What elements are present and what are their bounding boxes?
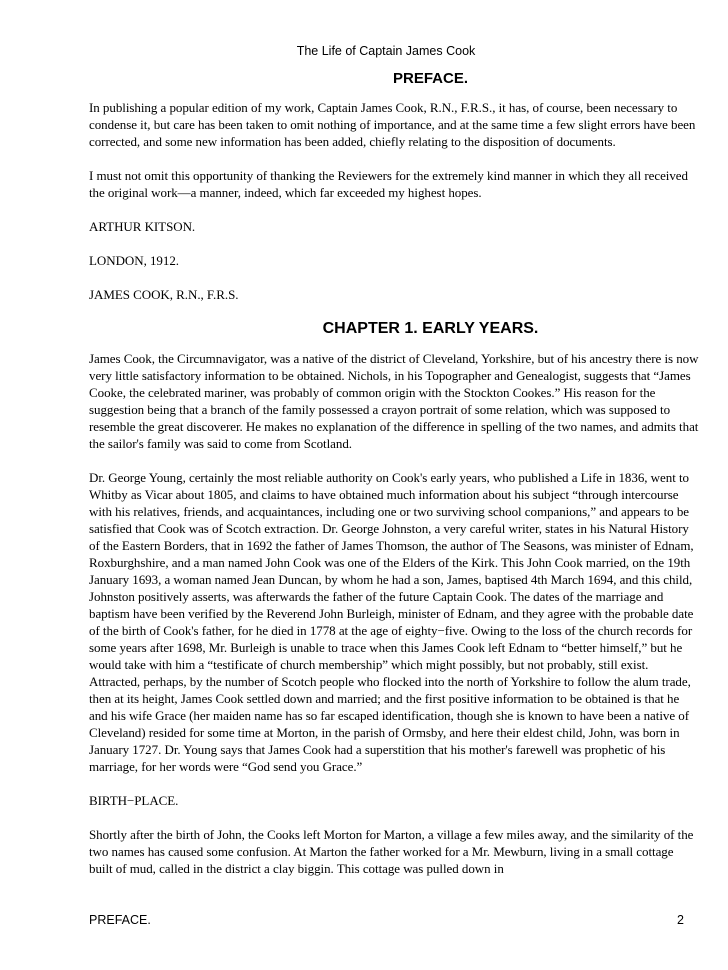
preface-paragraph: I must not omit this opportunity of thanking the Reviewers for the extremely kind manner in which they all received the original work—a manner, indeed, which far exceeded my highest hopes. xyxy=(89,168,688,200)
page-body xyxy=(89,70,699,894)
chapter-paragraph: Dr. George Young, certainly the most reliable authority on Cook's early years, who published a Life in 1836, went to Whitby as Vicar about 1805, and claims to have obtained much information about his subject “through intercourse with his relatives, friends, and acquaintances, including one or two surviving school companions,” and appears to be satisfied that Cook was of Scotch extraction. Dr. George Johnston, a very careful writer, states in his Natural History of the Eastern Borders, that in 1692 the father of James Thomson, the author of The Seasons, was minister of Ednam, Roxburghshire, and a man named John Cook was one of the Elders of the Kirk. This John Cook married, on the 19th January 1693, a woman named Jean Duncan, by whom he had a son, James, baptised 4th March 1694, and this child, Johnston positively asserts, was afterwards the father of the future Captain Cook. The dates of the marriage and baptism have been verified by the Reverend John Burleigh, minister of Ednam, and they agree with the probable date of the birth of Cook's father, for he died in 1778 at the age of eighty−five. Owing to the loss of the church records for some years after 1698, Mr. Burleigh is unable to trace when this James Cook left Ednam to “better himself,” but he would take with him a “testificate of church membership” which might possibly, but not probably, still exist. Attracted, perhaps, by the number of Scotch people who flocked into the north of Yorkshire to follow the alum trade, then at its height, James Cook settled down and married; and the first positive information to be obtained is that he and his wife Grace (her maiden name has so far escaped identification, though she is known to have been a native of Cleveland) resided for some time at Morton, in the parish of Ormsby, and here their eldest child, John, was born in January 1727. Dr. Young says that James Cook had a superstition that his mother's farewell was prophetic of his marriage, for her words were “God send you Grace.” xyxy=(89,470,694,774)
section-heading: BIRTH−PLACE. xyxy=(89,793,179,808)
preface-title: PREFACE. xyxy=(392,70,468,87)
page-number: 2 xyxy=(677,913,684,927)
chapter-paragraph: James Cook, the Circumnavigator, was a native of the district of Cleveland, Yorkshire, but of his ancestry there is now very little satisfactory information to be obtained. Nichols, in his Topographer and Genealogist, suggests that “James Cooke, the celebrated mariner, was probably of common origin with the Stockton Cookes.” His reason for the suggestion being that a branch of the family possessed a crayon portrait of some relation, which was supposed to resemble the great discoverer. He makes no explanation of the difference in spelling of the two names, and admits that the sailor's family was said to come from Scotland. xyxy=(89,351,699,451)
chapter-title: CHAPTER 1. EARLY YEARS. xyxy=(322,320,539,337)
preface-place-date: LONDON, 1912. xyxy=(89,253,179,268)
footer-section-label: PREFACE. xyxy=(89,913,151,927)
preface-subject: JAMES COOK, R.N., F.R.S. xyxy=(89,287,239,302)
chapter-paragraph: Shortly after the birth of John, the Cooks left Morton for Marton, a village a few miles away, and the similarity of the two names has caused some confusion. At Marton the father worked for a Mr. Mewburn, living in a small cottage built of mud, called in the district a clay biggin. This cottage was pulled down in xyxy=(89,827,694,876)
preface-paragraph: In publishing a popular edition of my work, Captain James Cook, R.N., F.R.S., it has, of course, been necessary to condense it, but care has been taken to omit nothing of importance, and at the same time a few slight errors have been corrected, and some new information has been added, chiefly relating to the disposition of documents. xyxy=(89,100,696,149)
preface-signature: ARTHUR KITSON. xyxy=(89,219,196,234)
page-footer xyxy=(89,913,684,927)
running-header: The Life of Captain James Cook xyxy=(296,44,476,58)
